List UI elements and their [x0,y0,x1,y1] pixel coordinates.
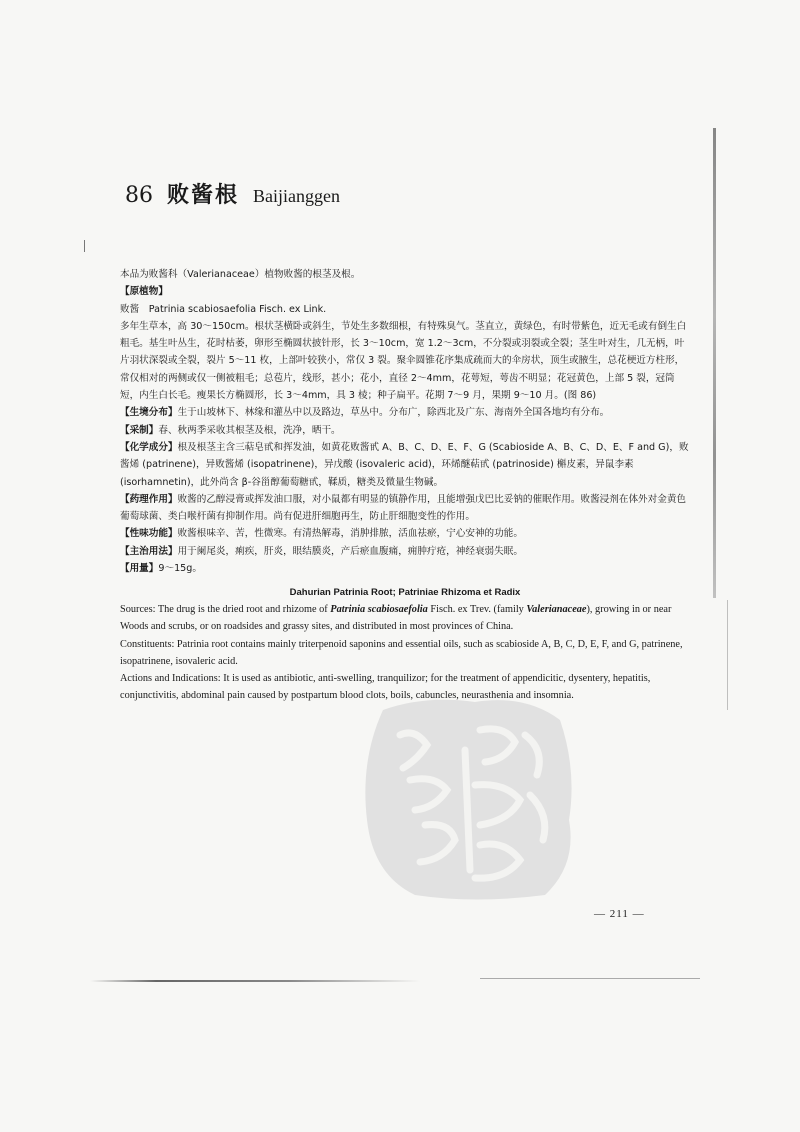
actions-paragraph: Actions and Indications: It is used as antibiotic, anti-swelling, tranquilizor; for the treatment of appendicitic, dysentery, hepatitis, conjunctivitis, abdominal pain caused by postpartum blood clots, boils, cabuncles, neurasthenia and insomnia. [120,673,651,702]
section-heading: 【药理作用】 [120,493,178,505]
plant-description: 多年生草本，高 30～150cm。根状茎横卧或斜生，节处生多数细根，有特殊臭气。茎直立，黄绿色，有时带紫色，近无毛或有倒生白粗毛。基生叶丛生，花时枯萎，卵形至椭圆状披针形，长 3～10cm，宽 1.2～3cm，不分裂或羽裂或全裂；茎生叶对生，几无柄，叶片羽状深裂或全裂，裂片 5～11 枚，上部叶较狭小，常仅 3 裂。聚伞圆锥花序集成疏而大的伞房状，顶生或腋生，总花梗近方柱形，常仅相对的两侧或仅一侧被粗毛；总苞片，线形，甚小；花小，直径 2～4mm，花萼短，萼齿不明显；花冠黄色，上部 5 裂，冠筒短，内生白长毛。瘦果长方椭圆形，长 3～4mm，具 3 棱；种子扁平。花期 7～9 月，果期 9～10 月。(图 86) [120,320,687,402]
scan-bottom-mark [90,980,420,982]
scan-edge-mark [727,600,728,710]
entry-title-pinyin: Baijianggen [253,186,340,206]
dosage-text: 9～15g。 [158,563,202,575]
nature-text: 败酱根味辛、苦，性微寒。有清热解毒，消肿排脓，活血祛瘀，宁心安神的功能。 [177,528,523,540]
section-heading: 【化学成分】 [120,441,178,453]
constituents-paragraph: Constituents: Patrinia root contains mainly triterpenoid saponins and essential oils, such as scabioside A, B, C, D, E, F, and G, patrinene, isopatrinene, isovaleric acid. [120,638,683,667]
pharmacology-text: 败酱的乙醇浸膏或挥发油口服，对小鼠都有明显的镇静作用，且能增强戊巴比妥钠的催眠作用。败酱浸剂在体外对金黄色葡萄球菌、类白喉杆菌有抑制作用。尚有促进肝细胞再生，防止肝细胞变性的作用。 [120,493,687,523]
scan-edge-mark [713,128,716,598]
scan-bottom-mark [480,978,700,979]
chemistry-text: 根及根茎主含三萜皂甙和挥发油，如黄花败酱甙 A、B、C、D、E、F、G (Scabioside A、B、C、D、E、F and G)，败酱烯 (patrinene)，异败酱烯 (isopatrinene)，异戊酸 (isovaleric acid)，环烯醚萜甙 (patrinoside) 槲皮素，异鼠李素 (isorhamnetin)，此外尚含 β-谷甾醇葡萄糖甙，鞣质，糖类及微量生物碱。 [120,441,689,488]
process-text: 春、秋两季采收其根茎及根，洗净，晒干。 [158,424,341,436]
section-heading: 【原植物】 [120,286,168,298]
page-number: — 211 — [594,908,645,920]
plant-name: 败酱 Patrinia scabiosaefolia Fisch. ex Link. [120,303,327,315]
section-heading: 【采制】 [120,424,159,436]
english-title: Dahurian Patrinia Root; Patriniae Rhizoma et Radix [289,587,521,598]
species-name: Patrinia scabiosaefolia [330,604,428,615]
entry-title [125,178,340,209]
habitat-text: 生于山坡林下、林缘和灌丛中以及路边，草丛中。分布广，除西北及广东、海南外全国各地均有分布。 [177,407,610,419]
sources-text: Sources: The drug is the dried root and rhizome of [120,604,331,615]
entry-title-chinese: 败酱根 [167,183,240,208]
family-name: Valerianaceae [526,604,587,615]
section-heading: 【生境分布】 [120,407,178,419]
section-heading: 【性味功能】 [120,528,178,540]
chinese-text [120,266,690,577]
sources-text: ), growing in or near Woods and scrubs, or on roadsides and grassy sites, and distributed in most provinces of China. [120,604,672,633]
margin-mark [84,240,85,252]
sources-text: Fisch. ex Trev. (family [427,604,527,615]
intro-line: 本品为败酱科（Valerianaceae）植物败酱的根茎及根。 [120,269,361,280]
entry-number: 86 [125,183,153,208]
section-heading: 【用量】 [120,563,159,575]
sources-paragraph [120,601,692,636]
section-heading: 【主治用法】 [120,545,178,557]
indication-text: 用于阑尾炎，痢疾，肝炎，眼结膜炎，产后瘀血腹痛，痈肿疔疮，神经衰弱失眠。 [177,545,523,557]
watermark-seal [355,690,585,905]
